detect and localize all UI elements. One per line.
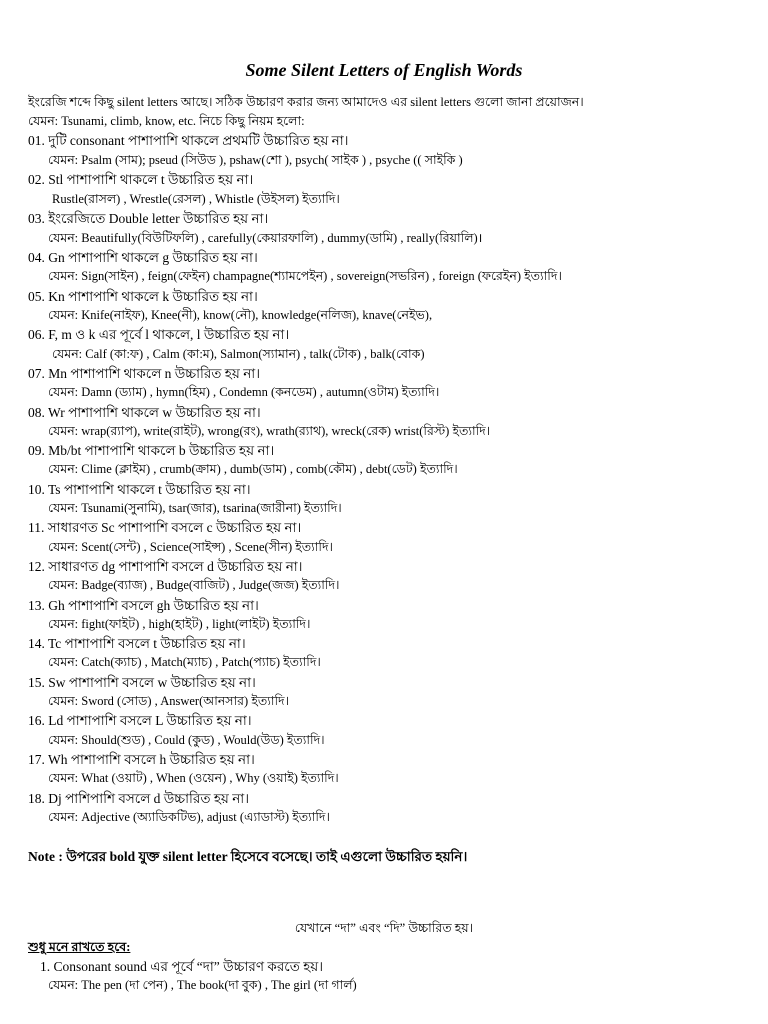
rule-example: যেমন: Badge(ব্যাজ) , Budge(বাজিট) , Judge(জজ) ইত্যাদি।	[48, 578, 340, 592]
rule-heading: 10. Ts পাশাপাশি থাকলে t উচ্চারিত হয় না।	[28, 482, 251, 497]
document-title: Some Silent Letters of English Words	[245, 60, 523, 80]
intro-line: ইংরেজি শব্দে কিছু silent letters আছে। সঠিক উচ্চারণ করার জন্য আমাদেও এর silent letters গুলো জানা প্রয়োজন।	[28, 95, 584, 109]
rule-heading: 12. সাধারণত dg পাশাপাশি বসলে d উচ্চারিত হয় না।	[28, 559, 303, 574]
rule-heading: 07. Mn পাশাপাশি থাকলে n উচ্চারিত হয় না।	[28, 366, 261, 381]
footer-point: 1. Consonant sound এর পূর্বে “দা” উচ্চারণ করতে হয়।	[40, 959, 324, 974]
rule-heading: 16. Ld পাশাপাশি বসলে L উচ্চারিত হয় না।	[28, 713, 252, 728]
rule-example: যেমন: Tsunami(সুনামি), tsar(জার), tsarina(জারীনা) ইত্যাদি।	[48, 501, 342, 515]
rule-heading: 11. সাধারণত Sc পাশাপাশি বসলে c উচ্চারিত হয় না।	[28, 520, 302, 535]
rule-heading: 18. Dj পাশিপাশি বসলে d উচ্চারিত হয় না।	[28, 791, 250, 806]
rule-example: যেমন: Catch(ক্যাচ) , Match(ম্যাচ) , Patch(প্যাচ) ইত্যাদি।	[48, 655, 321, 669]
rule-example: যেমন: Should(শুড) , Could (কুড) , Would(উড) ইত্যাদি।	[48, 733, 325, 747]
rule-heading: 03. ইংরেজিতে Double letter উচ্চারিত হয় না।	[28, 211, 269, 226]
intro-line: যেমন: Tsunami, climb, know, etc. নিচে কিছু নিয়ম হলো:	[28, 114, 305, 128]
rule-example: যেমন: Adjective (অ্যাডিকটিভ), adjust (এ্যাডাস্ট) ইত্যাদি।	[48, 810, 330, 824]
rule-heading: 08. Wr পাশাপাশি থাকলে w উচ্চারিত হয় না।	[28, 405, 261, 420]
rule-example: যেমন: fight(ফাইট) , high(হাইট) , light(লাইট) ইত্যাদি।	[48, 617, 311, 631]
rule-example: যেমন: Clime (ক্লাইম) , crumb(ক্রাম) , dumb(ডাম) , comb(কৌম) , debt(ডেট) ইত্যাদি।	[48, 462, 458, 476]
rule-heading: 01. দুটি consonant পাশাপাশি থাকলে প্রথমটি উচ্চারিত হয় না।	[28, 133, 349, 148]
rule-example: যেমন: Damn (ড্যাম) , hymn(হিম) , Condemn (কনডেম) , autumn(ওটাম) ইত্যাদি।	[48, 385, 440, 399]
rule-heading: 13. Gh পাশাপাশি বসলে gh উচ্চারিত হয় না।	[28, 598, 259, 613]
rule-heading: 15. Sw পাশাপাশি বসলে w উচ্চারিত হয় না।	[28, 675, 256, 690]
footer-heading: যেখানে “দা” এবং “দি” উচ্চারিত হয়।	[294, 921, 474, 935]
rule-heading: 09. Mb/bt পাশাপাশি থাকলে b উচ্চারিত হয় না।	[28, 443, 275, 458]
note-text: Note : উপরের bold যুক্ত silent letter হিসেবে বসেছে। তাই এগুলো উচ্চারিত হয়নি।	[28, 849, 468, 864]
rule-heading: 14. Tc পাশাপাশি বসলে t উচ্চারিত হয় না।	[28, 636, 246, 651]
rule-heading: 04. Gn পাশাপাশি থাকলে g উচ্চারিত হয় না।	[28, 250, 258, 265]
rule-example: যেমন: Calf (কা:ফ) , Calm (কা:ম), Salmon(স্যামান) , talk(টোক) , balk(বোক)	[52, 347, 425, 361]
rule-example: যেমন: What (ওয়াট) , When (ওয়েন) , Why (ওয়াই) ইত্যাদি।	[48, 771, 339, 785]
rule-example: যেমন: Psalm (সাম); pseud (সিউড ), pshaw(শো ), psych( সাইক ) , psyche (( সাইকি )	[48, 153, 463, 167]
rule-example: যেমন: Sign(সাইন) , feign(ফেইন) champagne(শ্যামপেইন) , sovereign(সভরিন) , foreign (ফরেইন) ইত্যাদি।	[48, 269, 562, 283]
rule-example: যেমন: Beautifully(বিউটিফলি) , carefully(কেয়ারফালি) , dummy(ডামি) , really(রিয়ালি)।	[48, 231, 483, 245]
rule-heading: 17. Wh পাশাপাশি বসলে h উচ্চারিত হয় না।	[28, 752, 255, 767]
rule-example: যেমন: wrap(র‍্যাপ), write(রাইট), wrong(রং), wrath(র‍্যাথ), wreck(রেক) wrist(রিস্ট) ইত্যাদি।	[48, 424, 491, 438]
rule-example: যেমন: Sword (সোড) , Answer(আনসার) ইত্যাদি।	[48, 694, 290, 708]
rule-heading: 06. F, m ও k এর পূর্বে l থাকলে, l উচ্চারিত হয় না।	[28, 327, 290, 342]
footer-subheading: শুধু মনে রাখতে হবে:	[28, 940, 131, 954]
footer-example: যেমন: The pen (দা পেন) , The book(দা বুক) , The girl (দা গার্ল)	[48, 978, 357, 992]
rule-example: যেমন: Scent(সেন্ট) , Science(সাইন্স) , Scene(সীন) ইত্যাদি।	[48, 540, 334, 554]
rule-heading: 02. Stl পাশাপাশি থাকলে t উচ্চারিত হয় না।	[28, 172, 254, 187]
rule-heading: 05. Kn পাশাপাশি থাকলে k উচ্চারিত হয় না।	[28, 289, 258, 304]
rule-example: যেমন: Knife(নাইফ), Knee(নী), know(নৌ), knowledge(নলিজ), knave(নেইভ),	[48, 308, 433, 322]
rule-example: Rustle(রাসল) , Wrestle(রেসল) , Whistle (উইসল) ইত্যাদি।	[52, 192, 340, 206]
